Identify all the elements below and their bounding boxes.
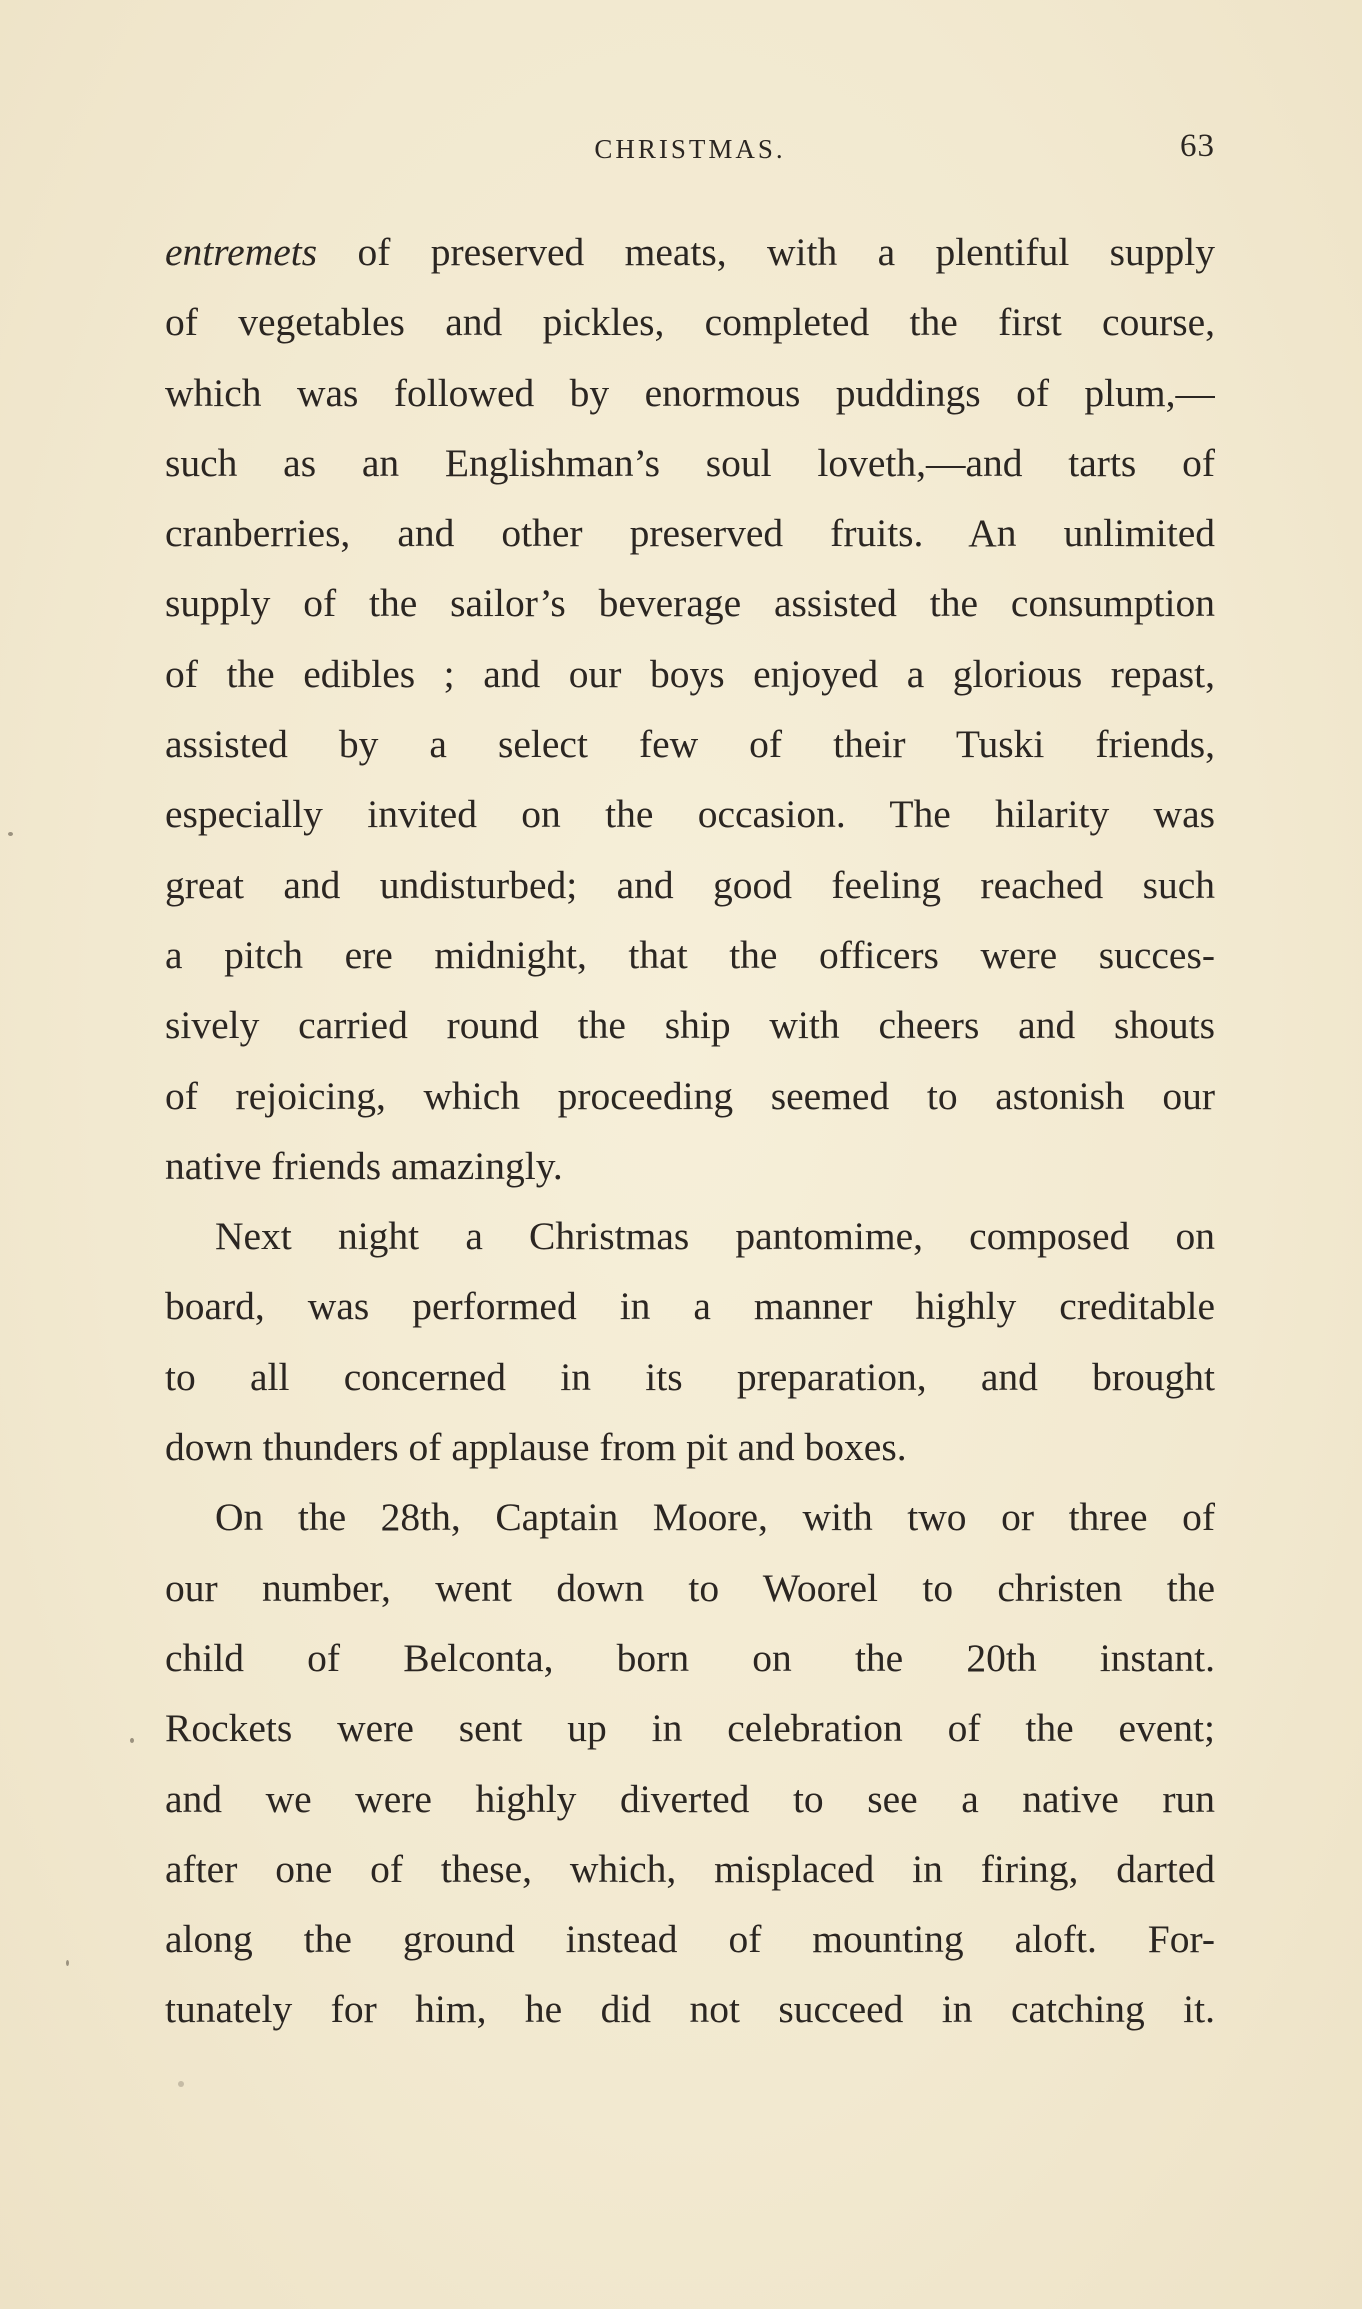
- running-head: [165, 128, 1215, 172]
- paper-speck: [130, 1738, 134, 1743]
- text-line: to all concerned in its preparation, and brought: [165, 1354, 1215, 1399]
- text-line: great and undisturbed; and good feeling reached such: [165, 862, 1215, 907]
- text-line: a pitch ere midnight, that the officers were succes-: [165, 932, 1215, 977]
- text-line: board, was performed in a manner highly creditable: [165, 1284, 1215, 1329]
- text-line: of vegetables and pickles, completed the first course,: [165, 300, 1215, 345]
- text-line: and we were highly diverted to see a native run: [165, 1776, 1215, 1821]
- text-line: after one of these, which, misplaced in firing, darted: [165, 1846, 1215, 1891]
- text-line: our number, went down to Woorel to christen the: [165, 1565, 1215, 1610]
- text-line: of the edibles ; and our boys enjoyed a glorious repast,: [165, 651, 1215, 696]
- text-line: such as an Englishman’s soul loveth,—and tarts of: [165, 440, 1215, 485]
- page-number: 63: [1180, 128, 1215, 164]
- text-line: especially invited on the occasion. The hilarity was: [165, 792, 1215, 837]
- running-title: CHRISTMAS.: [594, 134, 786, 164]
- text-line: Rockets were sent up in celebration of the event;: [165, 1706, 1215, 1751]
- text-line: of rejoicing, which proceeding seemed to astonish our: [165, 1073, 1215, 1118]
- italic-term: entremets: [165, 230, 318, 274]
- text-line: entremets of preserved meats, with a plentiful supply: [165, 230, 1215, 274]
- text-line: On the 28th, Captain Moore, with two or three of: [215, 1495, 1215, 1540]
- text-line: sively carried round the ship with cheers and shouts: [165, 1003, 1215, 1048]
- text-line: child of Belconta, born on the 20th instant.: [165, 1635, 1215, 1680]
- text-line: native friends amazingly.: [165, 1143, 563, 1188]
- paper-speck: [178, 2081, 184, 2087]
- text-line: tunately for him, he did not succeed in catching it.: [165, 1987, 1215, 2032]
- text-line: Next night a Christmas pantomime, composed on: [215, 1214, 1215, 1259]
- text-line: along the ground instead of mounting aloft. For-: [165, 1917, 1215, 1962]
- body-text: [165, 217, 1215, 2045]
- paper-speck: [8, 832, 13, 836]
- text-line: which was followed by enormous puddings of plum,—: [165, 370, 1215, 415]
- text-line: down thunders of applause from pit and boxes.: [165, 1425, 907, 1470]
- text-line: supply of the sailor’s beverage assisted the consumption: [165, 581, 1215, 626]
- text-line: assisted by a select few of their Tuski friends,: [165, 722, 1215, 767]
- paper-speck: [66, 1960, 69, 1966]
- text-line: cranberries, and other preserved fruits. An unlimited: [165, 511, 1215, 556]
